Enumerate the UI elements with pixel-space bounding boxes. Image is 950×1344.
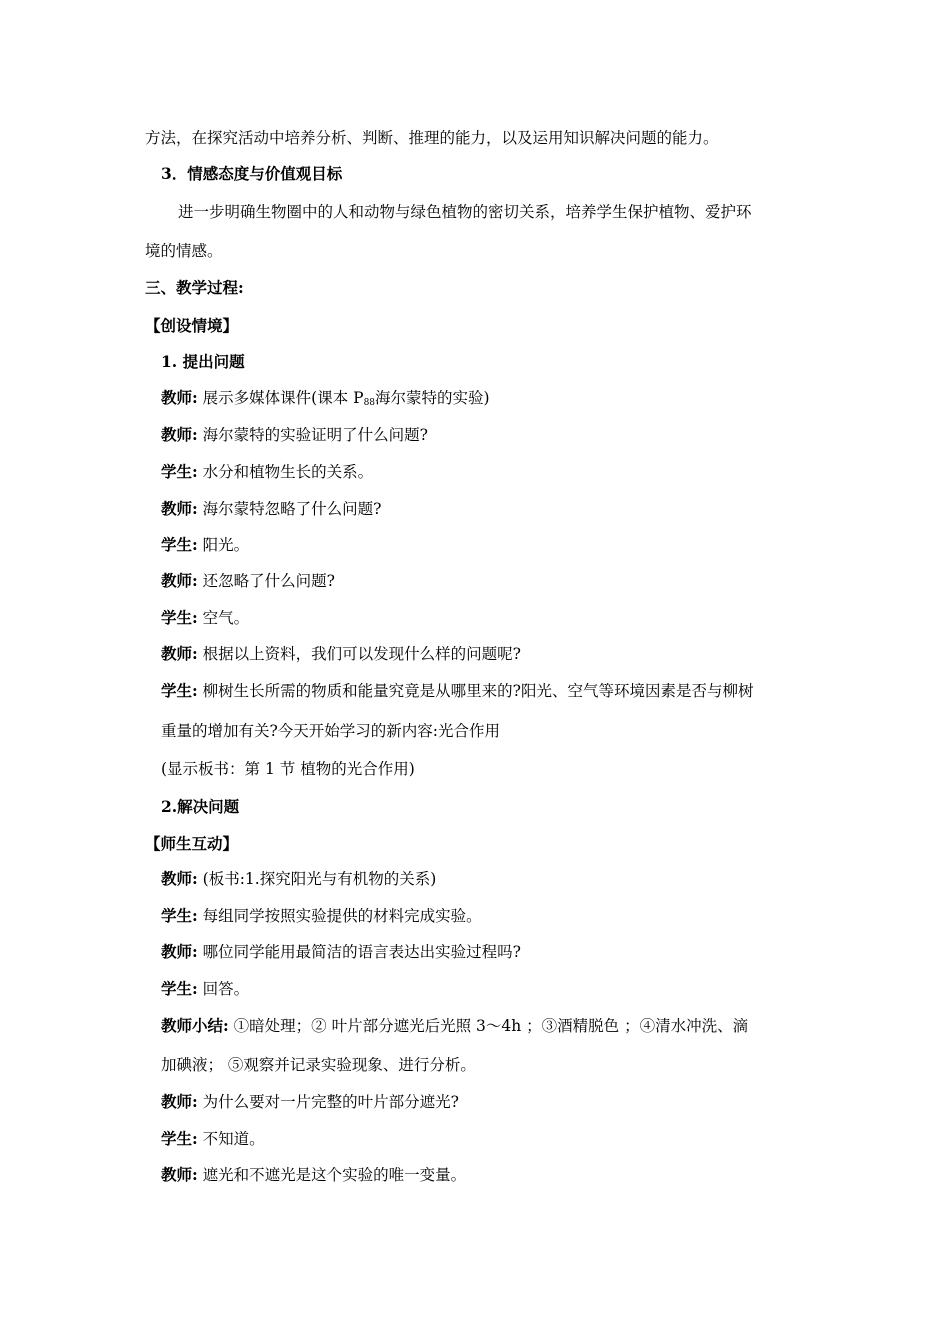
dialogue-text: 空气。 [197, 609, 250, 627]
subsection-heading: 【师生互动】 [145, 834, 239, 853]
dialogue-text: 海尔蒙特忽略了什么问题? [197, 500, 382, 518]
speaker-label: 学生: [161, 608, 198, 627]
speaker-label: 教师: [161, 499, 198, 518]
dialogue-text: 为什么要对一片完整的叶片部分遮光? [197, 1093, 459, 1111]
dialogue-text: 海尔蒙特的实验) [375, 389, 490, 407]
dialogue-text: 海尔蒙特的实验证明了什么问题? [197, 426, 428, 444]
dialogue-line [161, 535, 249, 555]
dialogue-line [161, 942, 521, 962]
speaker-label: 教师小结: [161, 1016, 229, 1035]
subsection-heading: 2.解决问题 [161, 797, 240, 816]
dialogue-text: 遮光和不遮光是这个实验的唯一变量。 [197, 1166, 467, 1184]
speaker-label: 教师: [161, 1092, 198, 1111]
subsection-heading: 【创设情境】 [145, 316, 239, 335]
speaker-label: 学生: [161, 462, 198, 481]
dialogue-line [161, 906, 482, 926]
dialogue-line [161, 1016, 748, 1036]
dialogue-text: (板书:1.探究阳光与有机物的关系) [197, 870, 437, 888]
speaker-label: 学生: [161, 681, 198, 700]
paragraph-line: 重量的增加有关?今天开始学习的新内容:光合作用 [161, 722, 501, 740]
dialogue-line [161, 462, 373, 482]
dialogue-text: 不知道。 [197, 1130, 265, 1148]
paragraph-line: 进一步明确生物圈中的人和动物与绿色植物的密切关系，培养学生保护植物、爱护环 [178, 203, 752, 221]
dialogue-text: 水分和植物生长的关系。 [197, 463, 374, 481]
dialogue-line [161, 644, 521, 664]
dialogue-line [161, 1092, 459, 1112]
subsection-heading: 1. 提出问题 [161, 352, 245, 371]
dialogue-text: 哪位同学能用最简洁的语言表达出实验过程吗? [197, 943, 521, 961]
speaker-label: 教师: [161, 869, 198, 888]
paragraph-line: 加碘液； ⑤观察并记录实验现象、进行分析。 [161, 1056, 476, 1074]
speaker-label: 学生: [161, 906, 198, 925]
speaker-label: 教师: [161, 942, 198, 961]
speaker-label: 教师: [161, 425, 198, 444]
paragraph-line: 境的情感。 [145, 242, 223, 260]
paragraph-line: (显示板书：第 1 节 植物的光合作用) [161, 760, 415, 778]
dialogue-text: 回答。 [197, 980, 250, 998]
dialogue-line [161, 571, 335, 591]
page-number-subscript: 88 [363, 398, 376, 408]
dialogue-line [161, 608, 249, 628]
speaker-label: 教师: [161, 1165, 198, 1184]
dialogue-line [161, 869, 436, 889]
dialogue-text: ①暗处理；② 叶片部分遮光后光照 3～4h ；③酒精脱色 ；④清水冲洗、滴 [228, 1017, 749, 1035]
dialogue-text: 还忽略了什么问题? [197, 572, 335, 590]
dialogue-line [161, 681, 753, 701]
section-heading: 3．情感态度与价值观目标 [161, 164, 343, 183]
dialogue-text: 每组同学按照实验提供的材料完成实验。 [197, 907, 482, 925]
dialogue-text: 阳光。 [197, 536, 250, 554]
dialogue-line [161, 425, 428, 445]
dialogue-text: 展示多媒体课件(课本 P [197, 389, 364, 407]
dialogue-line [161, 1165, 466, 1185]
dialogue-line [161, 1129, 265, 1149]
speaker-label: 学生: [161, 979, 198, 998]
dialogue-text: 根据以上资料，我们可以发现什么样的问题呢? [197, 645, 521, 663]
section-heading: 三、教学过程: [145, 278, 244, 297]
dialogue-line [161, 499, 381, 519]
speaker-label: 学生: [161, 535, 198, 554]
dialogue-line [161, 388, 490, 413]
dialogue-text: 柳树生长所需的物质和能量究竟是从哪里来的?阳光、空气等环境因素是否与柳树 [197, 682, 754, 700]
speaker-label: 学生: [161, 1129, 198, 1148]
speaker-label: 教师: [161, 644, 198, 663]
dialogue-line [161, 979, 249, 999]
paragraph-line: 方法，在探究活动中培养分析、判断、推理的能力，以及运用知识解决问题的能力。 [145, 129, 719, 147]
speaker-label: 教师: [161, 388, 198, 407]
speaker-label: 教师: [161, 571, 198, 590]
